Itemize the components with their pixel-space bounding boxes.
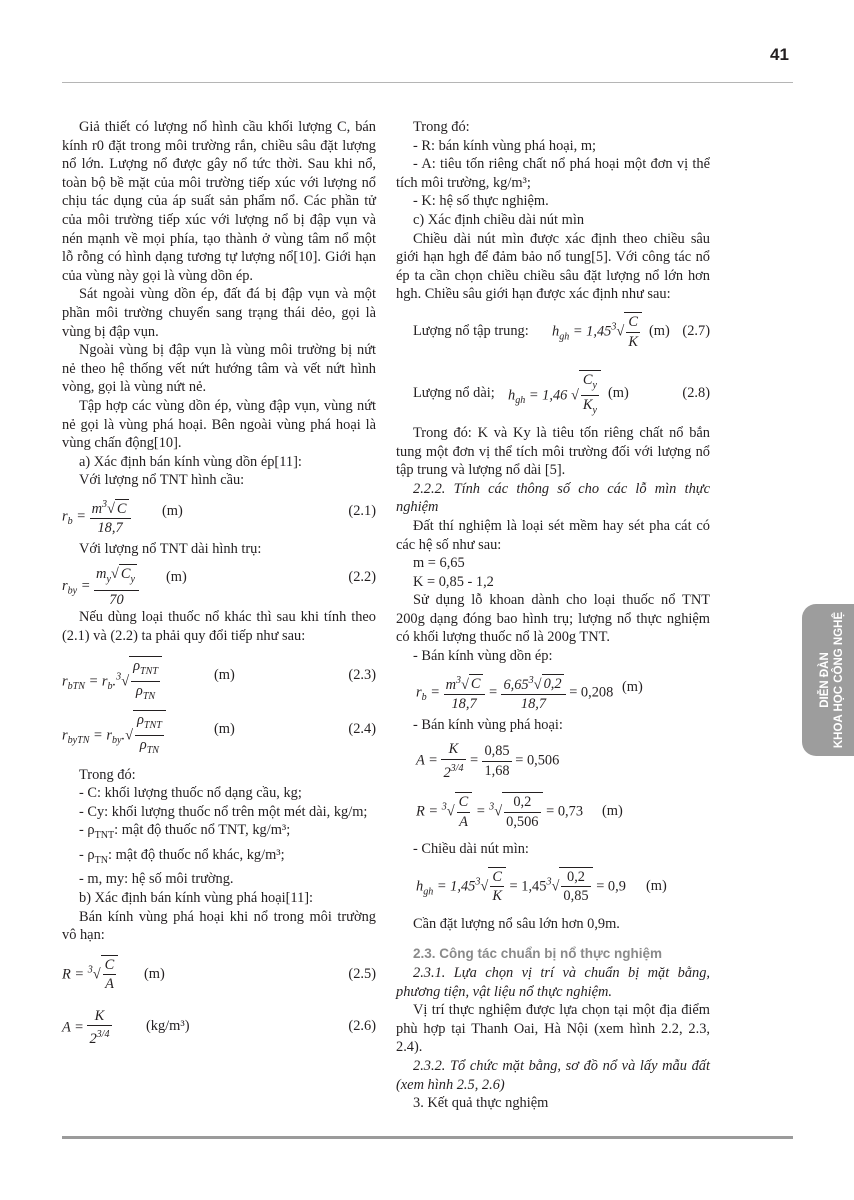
right-column xyxy=(396,118,710,1113)
paragraph: b) Xác định bán kính vùng phá hoại[11]: xyxy=(79,889,314,906)
paragraph: Với lượng nổ TNT dài hình trụ: xyxy=(79,540,262,557)
footer-rule xyxy=(62,1136,793,1139)
list-item: - K: hệ số thực nghiệm. xyxy=(413,193,549,210)
page-number: 41 xyxy=(770,45,789,64)
paragraph: Với lượng nổ TNT hình cầu: xyxy=(79,472,245,489)
paragraph: Trong đó: xyxy=(79,766,136,783)
subsection-heading: 2.3.1. Lựa chọn vị trí và chuẩn bị mặt bằng, phương tiện, vật liệu nổ thực nghiệm. xyxy=(396,965,710,1000)
paragraph: Sử dụng lỗ khoan dành cho loại thuốc nổ TNT 200g dạng đóng bao hình trụ; lượng nổ thực nghiệm có khối lượng thuốc nổ là 200g TNT. xyxy=(396,592,710,646)
paragraph: Chiều dài nút mìn được xác định theo chiều sâu giới hạn hgh để đảm bảo nổ tung[5]. Với công tác nổ ép ta cần chọn chiều chiều sâu đặt lượng nổ lớn hơn hgh. Chiều sâu giới hạn được xác định như sau: xyxy=(396,230,710,303)
calc-compression-radius: $r_b$ = $\frac{m^3√ C}{18,7}$ = $\frac{6,65^3√ 0,2}{18,7}$ = 0,208 (m) xyxy=(396,666,710,716)
list-item: - R: bán kính vùng phá hoại, m; xyxy=(413,137,597,154)
equation-2-7: Lượng nổ tập trung: $h_{gh} = 1,45^3√$ $\frac{C}{K}$ (m) (2.7) xyxy=(413,313,710,350)
paragraph: a) Xác định bán kính vùng dồn ép[11]: xyxy=(79,453,302,470)
paragraph: Đất thí nghiệm là loại sét mềm hay sét pha cát có các hệ số như sau: xyxy=(396,517,710,553)
section-heading: 2.3. Công tác chuẩn bị nổ thực nghiệm xyxy=(413,946,663,962)
calc-R: R = $^3$√ $\frac{C}{A}$ = $^3$√ $\frac{0,2}{0,506}$ = 0,73 (m) xyxy=(416,794,623,830)
value-line: K = 0,85 - 1,2 xyxy=(413,573,494,590)
list-item: - Cy: khối lượng thuốc nổ trên một mét dài, kg/m; xyxy=(79,803,368,820)
side-tab-line1: DIỄN ĐÀN xyxy=(819,652,831,708)
list-item: - $\rho_{TNT}$: mật độ thuốc nổ TNT, kg/m³; xyxy=(79,822,291,842)
calc-hgh: $h_{gh} = 1,45^3√$ $\frac{C}{K}$ = $1,45^3√$ $\frac{0,2}{0,85}$ = 0,9 (m) xyxy=(416,868,667,905)
side-tab-label xyxy=(818,612,846,748)
equation-2-1: $r_b$ = $\frac{m^3√ C}{18,7}$ (m) (2.1) xyxy=(62,490,376,540)
paragraph: 3. Kết quả thực nghiệm xyxy=(413,1095,549,1112)
equation-2-5: R = $^3$√ $\frac{C}{A}$ (m) (2.5) xyxy=(62,956,376,993)
equation-2-2: $r_{by}$ = $\frac{m_y√ C_y}{70}$ (m) (2.2) xyxy=(62,566,376,608)
paragraph: Nếu dùng loại thuốc nổ khác thì sau khi tính theo (2.1) và (2.2) ta phải quy đổi tiếp như sau: xyxy=(62,609,376,645)
equation-2-3: $r_{bTN} = r_b.^3√$ $\frac{\rho_{TNT}}{\rho_{TN}}$ (m) (2.3) xyxy=(62,646,376,704)
subsection-heading: 2.2.2. Tính các thông số cho các lỗ mìn thực nghiệm xyxy=(396,480,710,516)
paragraph: Bán kính vùng phá hoại khi nổ trong môi trường vô hạn: xyxy=(62,908,376,944)
equation-2-8: Lượng nổ dài; $h_{gh} = 1,46$ √ $\frac{C_y}{K_y}$ (m) (2.8) xyxy=(396,362,710,424)
left-column xyxy=(62,118,376,1057)
paragraph: Ngoài vùng bị đập vụn là vùng môi trường bị nứt nẻ theo hệ thống vết nứt hướng tâm và vết nứt hình vòng, gọi là vùng nứt nẻ. xyxy=(62,342,376,396)
side-tab-line2: KHOA HỌC CÔNG NGHỆ xyxy=(833,611,845,749)
list-item: - C: khối lượng thuốc nổ dạng cầu, kg; xyxy=(79,785,302,802)
calc-A: A = $\frac{K}{2^{3/4}}$ = $\frac{0,85}{1,68}$ = 0,506 xyxy=(416,741,560,781)
paragraph: Trong đó: K và Ky là tiêu tốn riêng chất nổ bắn tung một đơn vị thể tích môi trường đối với lượng nổ tập trung và lượng nổ dài [5]. xyxy=(396,424,710,479)
value-line: m = 6,65 xyxy=(413,555,465,572)
subsection-heading: 2.3.2. Tổ chức mặt bằng, sơ đồ nổ và lấy mẫu đất (xem hình 2.5, 2.6) xyxy=(396,1058,710,1093)
list-item: - $\rho_{TN}$: mật độ thuốc nổ khác, kg/m³; xyxy=(79,846,285,866)
header-rule xyxy=(62,82,793,83)
paragraph: Vị trí thực nghiệm được lựa chọn tại một địa điểm phù hợp tại Thanh Oai, Hà Nội (xem hình 2.2, 2.3, 2.4). xyxy=(396,1002,710,1056)
paragraph: Trong đó: xyxy=(413,119,470,135)
equation-2-4: $r_{byTN} = r_{by}.√$ $\frac{\rho_{TNT}}{\rho_{TN}}$ (m) (2.4) xyxy=(62,704,376,766)
list-item: - Bán kính vùng phá hoại: xyxy=(413,716,563,733)
paragraph: Sát ngoài vùng dồn ép, đất đá bị đập vụn và một phần môi trường chuyển sang trạng thái dẻo, gọi là vùng bị đập vụn. xyxy=(62,286,376,340)
list-item: - A: tiêu tốn riêng chất nổ phá hoại một đơn vị thể tích môi trường, kg/m³; xyxy=(396,156,710,191)
list-item: - Chiều dài nút mìn: xyxy=(413,841,529,858)
equation-2-6: A = $\frac{K}{2^{3/4}}$ (kg/m³) (2.6) xyxy=(62,1007,376,1048)
paragraph: Cần đặt lượng nổ sâu lớn hơn 0,9m. xyxy=(413,915,620,932)
paragraph: Giả thiết có lượng nổ hình cầu khối lượng C, bán kính r0 đặt trong môi trường rắn, chiều sâu đặt lượng nổ lớn. Lượng nổ được gây nổ tức thời. Sau khi nổ, toàn bộ bề mặt của môi trường tiếp xúc với lượng nổ chịu tác dụng của áp suất sản phẩm nổ. Các phần tử của môi trường tiếp xúc với lượng nổ bị đập vụn và nén mạnh về mọi phía, tạo thành ở vùng tâm nổ một lỗ rỗng có hình dạng tương tự lượng nổ[10]. Giới hạn của vùng này gọi là vùng dồn ép. xyxy=(62,119,376,284)
paragraph: Tập hợp các vùng dồn ép, vùng đập vụn, vùng nứt nẻ gọi là vùng phá hoại. Bên ngoài vùng phá hoại là vùng chấn động[10]. xyxy=(62,397,376,452)
list-item: - Bán kính vùng dồn ép: xyxy=(413,648,553,665)
list-item: - m, my: hệ số môi trường. xyxy=(79,871,234,888)
paragraph: c) Xác định chiều dài nút mìn xyxy=(413,211,585,228)
